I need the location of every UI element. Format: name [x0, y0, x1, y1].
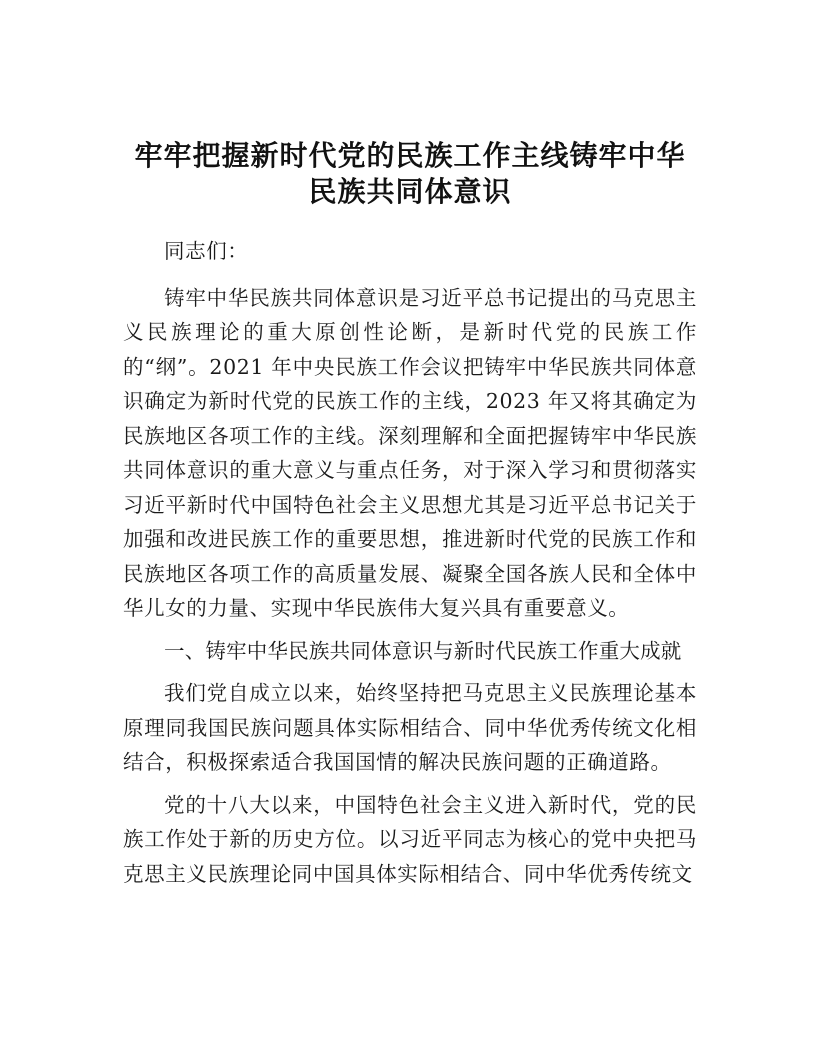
document-title: 牢牢把握新时代党的民族工作主线铸牢中华民族共同体意识	[134, 139, 686, 208]
section-paragraph-2: 党的十八大以来，中国特色社会主义进入新时代，党的民族工作处于新的历史方位。以习近平同志为核心的党中央把马克思主义民族理论同中国具体实际相结合、同中华优秀传统文	[123, 792, 697, 886]
salutation: 同志们：	[164, 239, 249, 263]
document-page	[123, 138, 697, 891]
section-heading: 一、铸牢中华民族共同体意识与新时代民族工作重大成就	[164, 638, 682, 663]
intro-paragraph: 铸牢中华民族共同体意识是习近平总书记提出的马克思主义民族理论的重大原创性论断，是新时代党的民族工作的“纲”。2021 年中央民族工作会议把铸牢中华民族共同体意识确定为新时代党的民族工作的主线，2023 年又将其确定为民族地区各项工作的主线。深刻理解和全面把握铸牢中华民族共同体意识的重大意义与重点任务，对于深入学习和贯彻落实习近平新时代中国特色社会主义思想尤其是习近平总书记关于加强和改进民族工作的重要思想，推进新时代党的民族工作和民族地区各项工作的高质量发展、凝聚全国各族人民和全体中华儿女的力量、实现中华民族伟大复兴具有重要意义。	[123, 285, 697, 620]
section-paragraph-1: 我们党自成立以来，始终坚持把马克思主义民族理论基本原理同我国民族问题具体实际相结合、同中华优秀传统文化相结合，积极探索适合我国国情的解决民族问题的正确道路。	[123, 681, 697, 774]
